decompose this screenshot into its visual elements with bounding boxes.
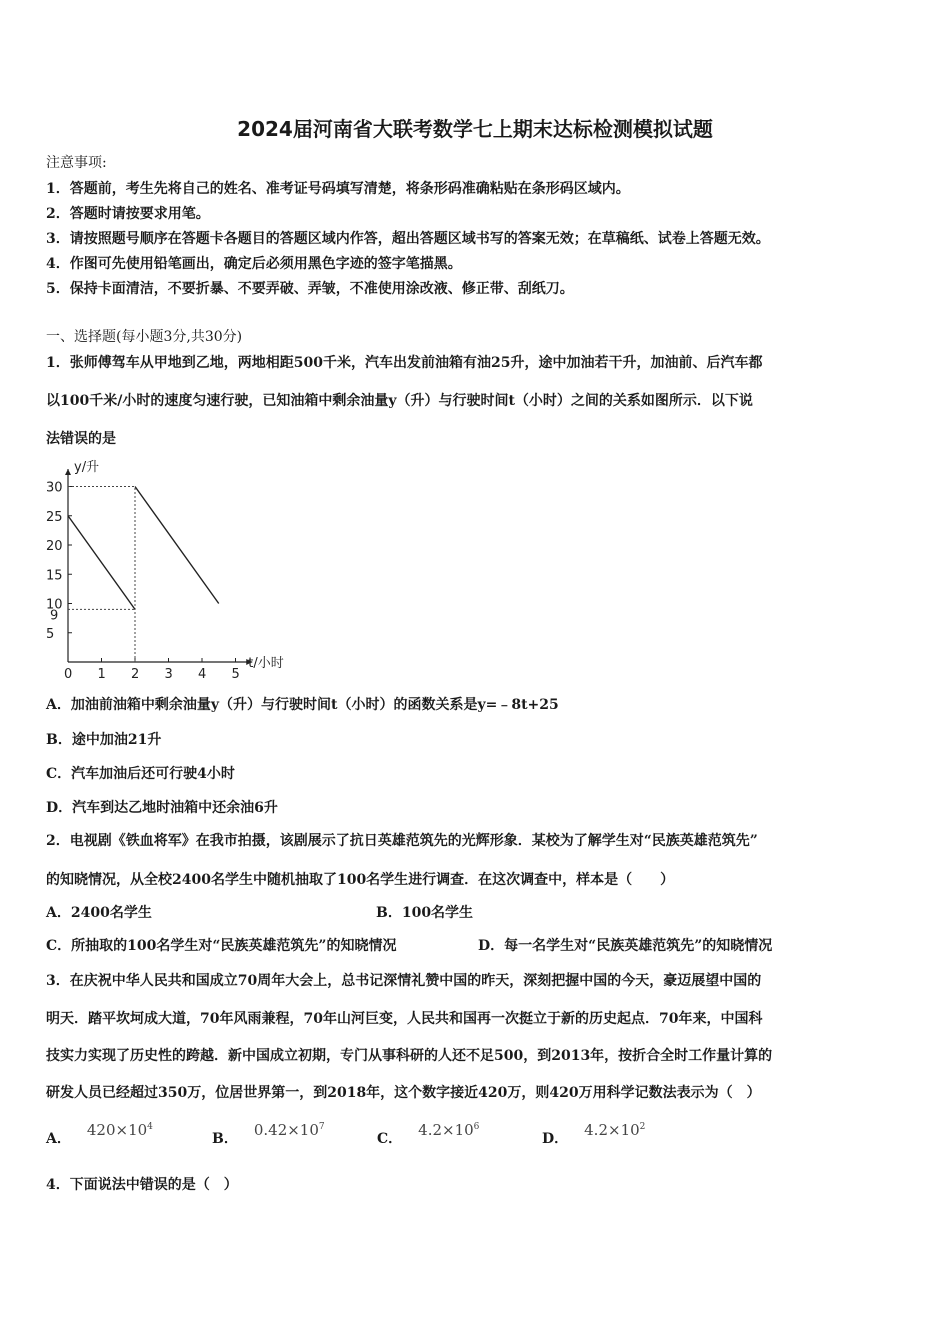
- question-3-text: 研发人员已经超过350万，位居世界第一，到2018年，这个数字接近420万，则420万用科学记数法表示为（ ）: [46, 1085, 761, 1101]
- x-tick-label: 5: [231, 667, 240, 682]
- option-label: D．: [542, 1131, 569, 1147]
- x-tick-label: 1: [97, 667, 106, 682]
- section-heading: 一、选择题(每小题3分,共30分): [46, 329, 243, 345]
- note-item: 2．答题时请按要求用笔。: [46, 206, 210, 222]
- question-2-option-a[interactable]: A．2400名学生: [46, 905, 152, 921]
- question-3-text: 3．在庆祝中华人民共和国成立70周年大会上，总书记深情礼赞中国的昨天，深刻把握中国的今天，豪迈展望中国的: [46, 973, 762, 989]
- option-expression: $4.2\times 10^6$: [418, 1121, 480, 1139]
- x-tick-label: 3: [164, 667, 173, 682]
- question-3-option-d[interactable]: [542, 1120, 646, 1147]
- question-2-text: 的知晓情况，从全校2400名学生中随机抽取了100名学生进行调查．在这次调查中，样本是（ ）: [46, 872, 675, 888]
- question-1-text: 以100千米/小时的速度匀速行驶，已知油箱中剩余油量y（升）与行驶时间t（小时）之间的关系如图所示．以下说: [46, 393, 753, 409]
- question-1-option-d[interactable]: D．汽车到达乙地时油箱中还余油6升: [46, 800, 278, 816]
- option-label: B．: [212, 1131, 238, 1147]
- y-tick-label: 30: [46, 480, 63, 496]
- question-1-option-b[interactable]: B．途中加油21升: [46, 732, 162, 748]
- page-title: 2024届河南省大联考数学七上期末达标检测模拟试题: [237, 117, 713, 141]
- question-1-option-a[interactable]: A．加油前油箱中剩余油量y（升）与行驶时间t（小时）的函数关系是y=﹣8t+25: [46, 697, 559, 713]
- x-tick-label: 0: [64, 667, 73, 682]
- option-expression: $420\times 10^4$: [86, 1121, 153, 1139]
- y-tick-label: 5: [46, 626, 55, 642]
- question-3-text: 明天．踏平坎坷成大道，70年风雨兼程，70年山河巨变，人民共和国再一次挺立于新的历史起点．70年来，中国科: [46, 1011, 763, 1027]
- y-tick-label-extra: 9: [50, 608, 59, 624]
- question-2-text: 2．电视剧《铁血将军》在我市拍摄，该剧展示了抗日英雄范筑先的光辉形象．某校为了解学生对“民族英雄范筑先”: [46, 833, 758, 849]
- question-1-text: 1．张师傅驾车从甲地到乙地，两地相距500千米，汽车出发前油箱有油25升，途中加油若干升，加油前、后汽车都: [46, 355, 763, 371]
- question-2-option-b[interactable]: B．100名学生: [376, 905, 474, 921]
- option-label: A．: [46, 1131, 71, 1147]
- y-tick-label: 15: [46, 568, 63, 584]
- note-item: 5．保持卡面清洁，不要折暴、不要弄破、弄皱，不准使用涂改液、修正带、刮纸刀。: [46, 281, 574, 297]
- question-3-option-c[interactable]: [377, 1120, 480, 1147]
- question-1-text: 法错误的是: [46, 431, 116, 447]
- question-3-option-a[interactable]: [46, 1120, 153, 1147]
- question-4-text: 4．下面说法中错误的是（ ）: [46, 1177, 238, 1193]
- note-item: 3．请按照题号顺序在答题卡各题目的答题区域内作答，超出答题区域书写的答案无效；在草稿纸、试卷上答题无效。: [46, 231, 770, 247]
- question-2-option-d[interactable]: D．每一名学生对“民族英雄范筑先”的知晓情况: [478, 938, 773, 954]
- y-tick-label: 10: [46, 597, 63, 613]
- question-3-text: 技实力实现了历史性的跨越．新中国成立初期，专门从事科研的人还不足500，到2013年，按折合全时工作量计算的: [46, 1048, 773, 1064]
- question-1-option-c[interactable]: C．汽车加油后还可行驶4小时: [46, 766, 235, 782]
- option-expression: $4.2\times 10^2$: [584, 1121, 646, 1139]
- note-item: 1．答题前，考生先将自己的姓名、准考证号码填写清楚，将条形码准确粘贴在条形码区域内。: [46, 181, 630, 197]
- x-tick-label: 4: [198, 667, 207, 682]
- x-axis-label: t/小时: [248, 656, 284, 671]
- y-axis-label: y/升: [74, 459, 100, 475]
- series-line-before_refuel: [68, 516, 135, 610]
- question-2-option-c[interactable]: C．所抽取的100名学生对“民族英雄范筑先”的知晓情况: [46, 938, 397, 954]
- y-axis-arrow: [65, 469, 71, 475]
- option-expression: $0.42\times 10^7$: [253, 1121, 325, 1139]
- notes-heading: 注意事项:: [46, 155, 107, 171]
- fuel-chart: [40, 452, 310, 688]
- y-tick-label: 20: [46, 539, 63, 554]
- option-label: C．: [377, 1131, 403, 1147]
- y-tick-label: 25: [46, 509, 63, 525]
- series-line-after_refuel: [135, 487, 219, 604]
- note-item: 4．作图可先使用铅笔画出，确定后必须用黑色字迹的签字笔描黑。: [46, 256, 462, 272]
- question-3-option-b[interactable]: [212, 1120, 325, 1147]
- x-tick-label: 2: [131, 667, 140, 682]
